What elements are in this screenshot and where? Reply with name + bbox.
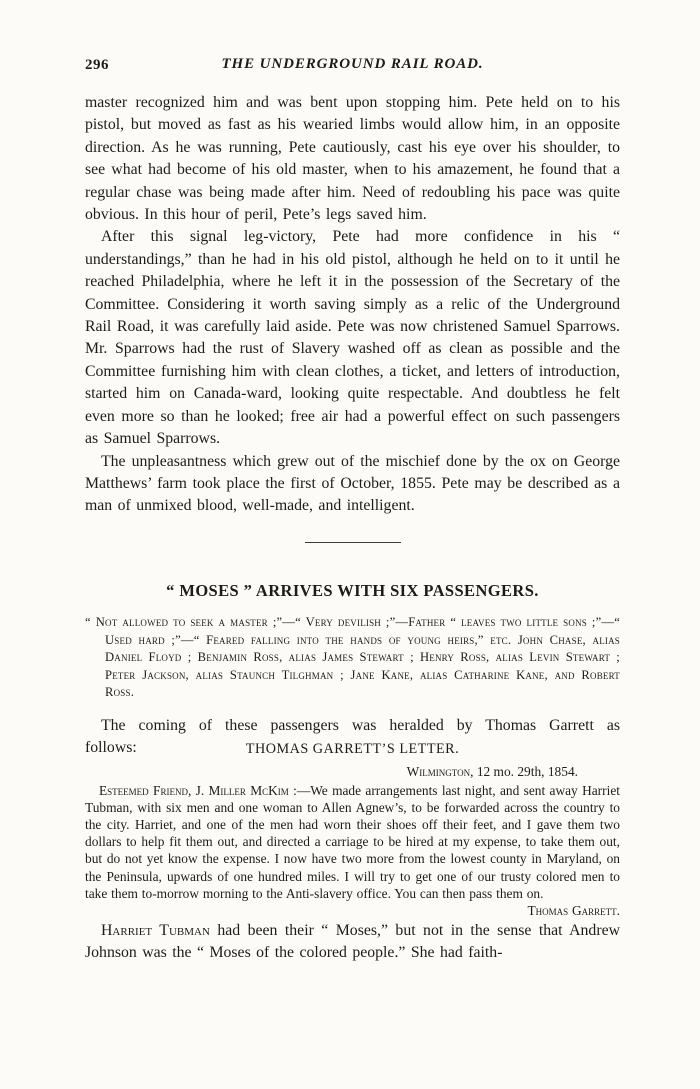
intro-and-letter-heading-row [85,737,620,759]
story-continuation [85,92,620,518]
letter-dateline [85,763,620,780]
chapter-title: “ MOSES ” ARRIVES WITH SIX PASSENGERS. [166,581,539,601]
intro-line-end: follows: [85,739,137,757]
story-paragraph: The unpleasantness which grew out of the mischief done by the ox on George Matthews’ farm took place the first of October, 1855. Pete may be described as a man of unmixed blood, well-made, and intelligent. [85,452,620,515]
closing-lead-name: Harriet Tubman [101,921,210,939]
dateline-date: 12 mo. 29th, 1854. [473,763,578,779]
letter-text: —We made arrangements last night, and sent away Harriet Tubman, with six men and one woman to Allen Agnew’s, to be forwarded across the country to the city. Harriet, and one of the men had worn their shoes off their feet, and I gave them two dollars to help fit them out, and directed a carriage to be hired at my expense, to take them out, but do not yet know the expense. I now have two more from the lowest county in Maryland, on the Peninsula, upwards of one hundred miles. I will try to get one of our trusty colored men to take them to-morrow morning to the Anti-slavery office. You can then pass them on. [85,782,620,901]
letter-body [85,782,620,918]
page-header [85,56,620,78]
story-paragraph: After this signal leg-victory, Pete had more confidence in his “ understandings,” than he had in his old pistol, although he held on to it until he reached Philadelphia, where he left it in the possession of the Secretary of the Committee. Considering it worth saving simply as a relic of the Underground Rail Road, it was carefully laid aside. Pete was now christened Samuel Sparrows. Mr. Sparrows had the rust of Slavery washed off as clean as possible and the Committee furnishing him with clean clothes, a ticket, and letters of introduction, started him on Canada-ward, looking quite respectable. And doubtless he felt even more so than he looked; free air had a powerful effect on such passengers as Samuel Sparrows. [85,228,620,448]
letter-heading: THOMAS GARRETT’S LETTER. [245,741,460,758]
page-number: 296 [85,57,109,73]
section-divider [305,542,401,544]
running-title: THE UNDERGROUND RAIL ROAD. [221,56,484,72]
intro-line: The coming of these passengers was heralded by Thomas Garrett as [101,716,620,734]
closing-text: had been their “ Moses,” but not in the sense that Andrew Johnson was the “ Moses of the colored people.” She had faith- [85,921,620,962]
closing-paragraph [85,920,620,965]
letter-signature: Thomas Garrett. [527,902,620,918]
story-paragraph: master recognized him and was bent upon stopping him. Pete held on to his pistol, but moved as fast as his wearied limbs would allow him, in an opposite direction. As he was running, Pete cautiously, cast his eye over his shoulder, to see what had become of his old master, when to his amazement, he found that a regular chase was being made after him. Need of redoubling his pace was quite obvious. In this hour of peril, Pete’s legs saved him. [85,94,620,224]
chapter-synopsis: “ Not allowed to seek a master ;”—“ Very devilish ;”—Father “ leaves two little sons ;”—“ Used hard ;”—“ Feared falling into the hands of young heirs,” etc. John Chase, alias Daniel Floyd ; Benjamin Ross, alias James Stewart ; Henry Ross, alias Levin Stewart ; Peter Jackson, alias Staunch Tilghman ; Jane Kane, alias Catharine Kane, and Robert Ross. [85,615,620,700]
dateline-place: Wilmington, [406,763,474,779]
letter-salutation: Esteemed Friend, J. Miller McKim : [99,782,297,798]
